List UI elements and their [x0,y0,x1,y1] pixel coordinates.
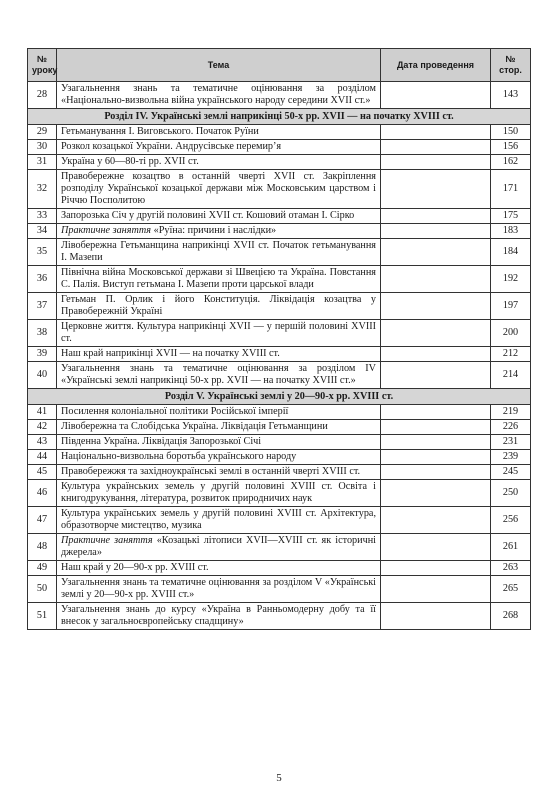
lesson-page: 226 [491,420,531,435]
lesson-page: 219 [491,405,531,420]
lesson-number: 42 [28,420,57,435]
lesson-topic [57,140,381,155]
table-row [28,465,531,480]
lesson-plan-table-wrapper [27,48,530,630]
lesson-topic-text: Наш край наприкінці XVII — на початку XVIII ст. [61,348,280,359]
lesson-page: 156 [491,140,531,155]
lesson-topic-text: Правобережне козацтво в останній чверті XVII ст. Закріплення розподілу Української козацької держави між Московським царством і Річчю Посполитою [61,171,376,206]
lesson-page: 214 [491,362,531,389]
lesson-date-cell [381,534,491,561]
table-row [28,480,531,507]
lesson-number: 51 [28,603,57,630]
lesson-topic [57,561,381,576]
header-page: № стор. [491,49,531,82]
lesson-topic [57,405,381,420]
lesson-topic [57,362,381,389]
lesson-topic [57,209,381,224]
section-header-row [28,109,531,125]
lesson-topic [57,507,381,534]
lesson-topic-text: «Козацькі літописи XVII—XVIII ст. як історичні джерела» [61,535,376,558]
lesson-topic [57,465,381,480]
lesson-page: 268 [491,603,531,630]
table-row [28,155,531,170]
lesson-topic-text: Наш край у 20—90-х рр. XVIII ст. [61,562,209,573]
lesson-date-cell [381,420,491,435]
lesson-date-cell [381,209,491,224]
lesson-number: 44 [28,450,57,465]
table-row [28,507,531,534]
table-row [28,405,531,420]
lesson-page: 212 [491,347,531,362]
table-row [28,320,531,347]
table-row [28,420,531,435]
table-row [28,224,531,239]
lesson-topic [57,534,381,561]
lesson-topic-text: Північна війна Московської держави зі Швецією та Україна. Повстання С. Палія. Виступ гетьмана І. Мазепи проти царської влади [61,267,376,290]
lesson-page: 245 [491,465,531,480]
lesson-topic-text: Гетьманування І. Виговського. Початок Руїни [61,126,259,137]
lesson-date-cell [381,347,491,362]
lesson-page: 239 [491,450,531,465]
lesson-topic-text: Запорозька Січ у другій половині XVII ст. Кошовий отаман І. Сірко [61,210,355,221]
lesson-topic-text: Узагальнення знань та тематичне оцінювання за розділом IV «Українські землі наприкінці 50-х рр. XVII — на початку XVIII ст.» [61,363,376,386]
lesson-number: 31 [28,155,57,170]
lesson-page: 183 [491,224,531,239]
lesson-date-cell [381,362,491,389]
practical-lesson-label: Практичне заняття [61,535,153,546]
lesson-topic-text: Південна Україна. Ліквідація Запорозької Січі [61,436,262,447]
lesson-date-cell [381,480,491,507]
lesson-number: 48 [28,534,57,561]
lesson-number: 45 [28,465,57,480]
lesson-topic-text: Лівобережна та Слобідська Україна. Ліквідація Гетьманщини [61,421,328,432]
lesson-number: 29 [28,125,57,140]
lesson-page: 150 [491,125,531,140]
lesson-page: 184 [491,239,531,266]
lesson-date-cell [381,140,491,155]
lesson-number: 46 [28,480,57,507]
lesson-date-cell [381,465,491,480]
table-row [28,239,531,266]
lesson-date-cell [381,170,491,209]
lesson-date-cell [381,320,491,347]
lesson-number: 37 [28,293,57,320]
lesson-number: 39 [28,347,57,362]
lesson-topic [57,155,381,170]
lesson-number: 40 [28,362,57,389]
lesson-topic [57,480,381,507]
table-row [28,266,531,293]
lesson-date-cell [381,239,491,266]
lesson-number: 47 [28,507,57,534]
lesson-number: 32 [28,170,57,209]
table-row [28,140,531,155]
lesson-topic [57,293,381,320]
lesson-topic [57,170,381,209]
lesson-date-cell [381,450,491,465]
lesson-topic-text: Правобережжя та західноукраїнські землі в останній чверті XVIII ст. [61,466,361,477]
page-number: 5 [276,772,282,784]
table-row [28,362,531,389]
lesson-topic-text: Узагальнення знань до курсу «Україна в Ранньомодерну добу та її внесок у загальноєвропейську спадщину» [61,604,376,627]
lesson-number: 43 [28,435,57,450]
lesson-number: 38 [28,320,57,347]
lesson-number: 35 [28,239,57,266]
lesson-number: 30 [28,140,57,155]
lesson-page: 250 [491,480,531,507]
header-date: Дата проведення [381,49,491,82]
table-row [28,82,531,109]
lesson-topic-text: Церковне життя. Культура наприкінці XVII — у першій половині XVIII ст. [61,321,376,344]
header-lesson-number: № уроку [28,49,57,82]
lesson-topic [57,82,381,109]
lesson-topic [57,266,381,293]
lesson-number: 50 [28,576,57,603]
lesson-topic-text: Розкол козацької України. Андрусівське перемир’я [61,141,282,152]
section-title: Розділ IV. Українські землі наприкінці 50-х рр. XVII — на початку XVIII ст. [28,109,531,125]
lesson-topic-text: Культура українських земель у другій половині XVIII ст. Архітектура, образотворче мистецтво, музика [61,508,376,531]
lesson-number: 36 [28,266,57,293]
lesson-date-cell [381,435,491,450]
lesson-number: 34 [28,224,57,239]
lesson-topic [57,239,381,266]
lesson-topic [57,224,381,239]
lesson-topic-text: Узагальнення знань та тематичне оцінювання за розділом V «Українські землі у 20—90-х рр. XVIII ст.» [61,577,376,600]
table-row [28,435,531,450]
header-topic: Тема [57,49,381,82]
lesson-page: 265 [491,576,531,603]
lesson-topic [57,603,381,630]
lesson-topic [57,320,381,347]
lesson-page: 197 [491,293,531,320]
lesson-topic-text: Культура українських земель у другій половині XVIII ст. Освіта і книгодрукування, література, розвиток природничих наук [61,481,376,504]
lesson-page: 192 [491,266,531,293]
lesson-date-cell [381,561,491,576]
lesson-page: 171 [491,170,531,209]
lesson-topic-text: «Руїна: причини і наслідки» [151,225,277,236]
table-row [28,450,531,465]
lesson-topic [57,450,381,465]
lesson-topic [57,420,381,435]
table-row [28,293,531,320]
table-row [28,170,531,209]
section-title: Розділ V. Українські землі у 20—90-х рр. XVIII ст. [28,389,531,405]
table-row [28,576,531,603]
table-row [28,603,531,630]
table-row [28,209,531,224]
lesson-topic-text: Гетьман П. Орлик і його Конституція. Ліквідація козацтва у Правобережній Україні [61,294,376,317]
lesson-date-cell [381,405,491,420]
lesson-date-cell [381,603,491,630]
lesson-number: 41 [28,405,57,420]
lesson-number: 49 [28,561,57,576]
lesson-page: 231 [491,435,531,450]
lesson-page: 175 [491,209,531,224]
lesson-number: 28 [28,82,57,109]
lesson-date-cell [381,293,491,320]
lesson-date-cell [381,266,491,293]
lesson-topic [57,347,381,362]
lesson-date-cell [381,224,491,239]
lesson-topic [57,576,381,603]
lesson-date-cell [381,576,491,603]
table-body [28,82,531,630]
lesson-topic-text: Національно-визвольна боротьба українського народу [61,451,297,462]
lesson-date-cell [381,507,491,534]
table-row [28,125,531,140]
lesson-number: 33 [28,209,57,224]
lesson-page: 263 [491,561,531,576]
practical-lesson-label: Практичне заняття [61,225,152,236]
lesson-page: 143 [491,82,531,109]
lesson-topic [57,125,381,140]
section-header-row [28,389,531,405]
lesson-page: 200 [491,320,531,347]
lesson-topic [57,435,381,450]
lesson-page: 162 [491,155,531,170]
lesson-topic-text: Україна у 60—80-ті рр. XVII ст. [61,156,199,167]
lesson-page: 256 [491,507,531,534]
table-row [28,347,531,362]
lesson-topic-text: Узагальнення знань та тематичне оцінювання за розділом «Національно-визвольна війна українського народу середини XVII ст.» [61,83,376,106]
lesson-topic-text: Посилення колоніальної політики Російської імперії [61,406,289,417]
table-row [28,561,531,576]
lesson-date-cell [381,125,491,140]
lesson-date-cell [381,155,491,170]
lesson-page: 261 [491,534,531,561]
table-header-row [28,49,531,82]
table-row [28,534,531,561]
lesson-date-cell [381,82,491,109]
lesson-plan-table [27,48,531,630]
lesson-topic-text: Лівобережна Гетьманщина наприкінці XVII ст. Початок гетьманування І. Мазепи [61,240,376,263]
